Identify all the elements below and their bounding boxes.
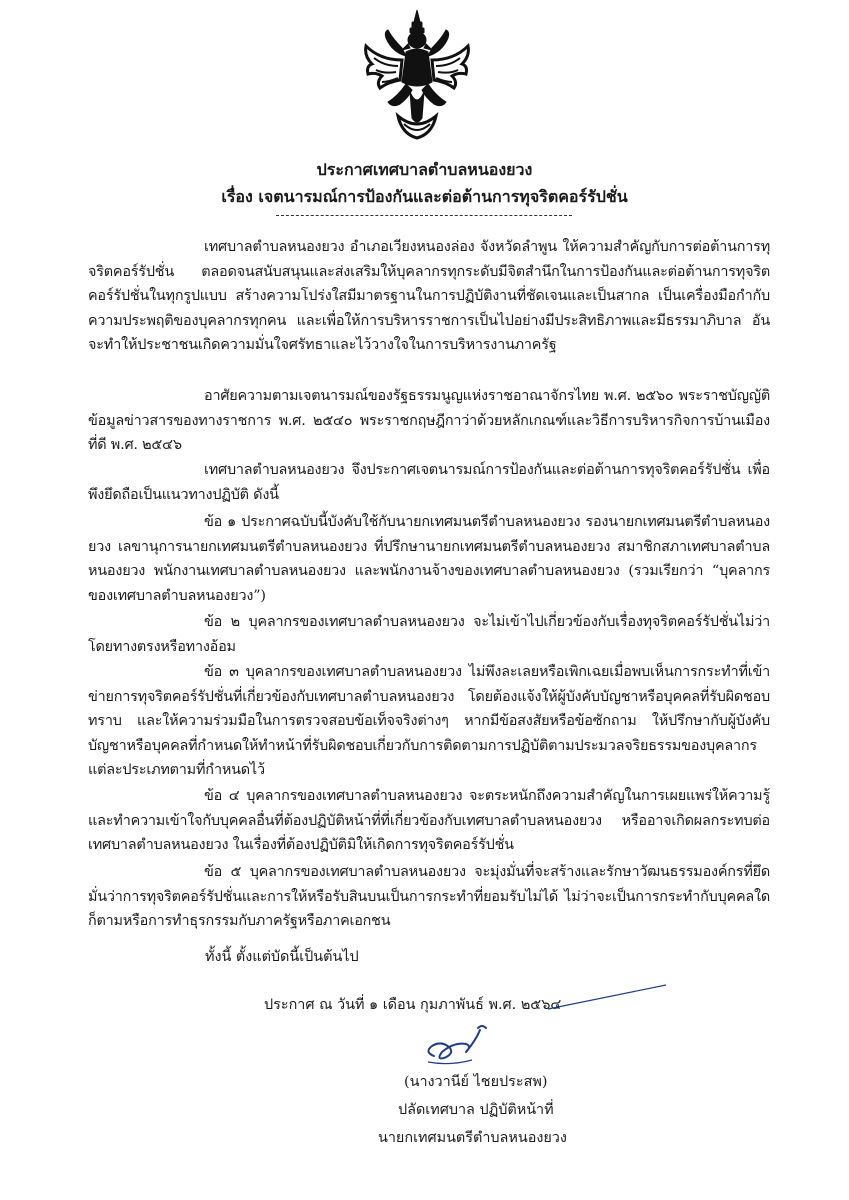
clause-4: ข้อ ๔ บุคลากรของเทศบาลตำบลหนองยวง จะตระหนักถึงความสำคัญในการเผยแพร่ให้ความรู้และทำความเข้าใจกับบุคคลอื่นที่ต้องปฏิบัติหน้าที่ที่เกี่ยวข้องกับเทศบาลตำบลหนองยวง หรืออาจเกิดผลกระทบต่อเทศบาลตำบลหนองยวง ในเรื่องที่ต้องปฏิบัติมิให้เกิดการทุจริตคอร์รัปชั่น bbox=[88, 788, 770, 854]
announcement-date: ประกาศ ณ วันที่ ๑ เดือน กุมภาพันธ์ พ.ศ. ๒๕๖๔ bbox=[264, 997, 562, 1013]
signer-position: ปลัดเทศบาล ปฏิบัติหน้าที่ bbox=[398, 1102, 554, 1118]
signature-icon bbox=[420, 1022, 510, 1070]
clause-3: ข้อ ๓ บุคลากรของเทศบาลตำบลหนองยวง ไม่พึงละเลยหรือเพิกเฉยเมื่อพบเห็นการกระทำที่เข้าข่ายการทุจริตคอร์รัปชั่นที่เกี่ยวข้องกับเทศบาลตำบลหนองยวง โดยต้องแจ้งให้ผู้บังคับบัญชาหรือบุคคลที่รับผิดชอบทราบ และให้ความร่วมมือในการตรวจสอบข้อเท็จจริงต่างๆ หากมีข้อสงสัยหรือข้อซักถาม ให้ปรึกษากับผู้บังคับบัญชาหรือบุคคลที่กำหนดให้ทำหน้าที่รับผิดชอบเกี่ยวกับการติดตามการปฏิบัติตามประมวลจริยธรรมของบุคลากรแต่ละประเภทตามที่กำหนดไว้ bbox=[88, 664, 770, 779]
document-title: ประกาศเทศบาลตำบลหนองยวง bbox=[316, 160, 533, 179]
closing-statement: ทั้งนี้ ตั้งแต่บัดนี้เป็นต้นไป bbox=[205, 949, 359, 965]
document-subject: เรื่อง เจตนารมณ์การป้องกันและต่อต้านการทุจริตคอร์รัปชั่น bbox=[221, 187, 628, 206]
paragraph-declaration: เทศบาลตำบลหนองยวง จึงประกาศเจตนารมณ์การป้องกันและต่อต้านการทุจริตคอร์รัปชั่น เพื่อพึงยึดถือเป็นแนวทางปฏิบัติ ดังนี้ bbox=[88, 462, 770, 503]
clause-2: ข้อ ๒ บุคลากรของเทศบาลตำบลหนองยวง จะไม่เข้าไปเกี่ยวข้องกับเรื่องทุจริตคอร์รัปชั่นไม่ว่าโดยทางตรงหรือทางอ้อม bbox=[88, 614, 770, 655]
clause-1: ข้อ ๑ ประกาศฉบับนี้บังคับใช้กับนายกเทศมนตรีตำบลหนองยวง รองนายกเทศมนตรีตำบลหนองยวง เลขานุการนายกเทศมนตรีตำบลหนองยวง ที่ปรึกษานายกเทศมนตรีตำบลหนองยวง สมาชิกสภาเทศบาลตำบลหนองยวง พนักงานเทศบาลตำบลหนองยวง และพนักงานจ้างของเทศบาลตำบลหนองยวง (รวมเรียกว่า “บุคลากรของเทศบาลตำบลหนองยวง”) bbox=[88, 514, 770, 604]
title-divider bbox=[276, 215, 572, 216]
garuda-emblem-icon bbox=[362, 8, 472, 146]
pen-stroke-icon bbox=[548, 983, 668, 1013]
signer-name: (นางวานีย์ ไชยประสพ) bbox=[404, 1074, 548, 1090]
paragraph-legal-basis: อาศัยความตามเจตนารมณ์ของรัฐธรรมนูญแห่งราชอาณาจักรไทย พ.ศ. ๒๕๖๐ พระราชบัญญัติข้อมูลข่าวสารของทางราชการ พ.ศ. ๒๕๔๐ พระราชกฤษฎีกาว่าด้วยหลักเกณฑ์และวิธีการบริหารกิจการบ้านเมืองที่ดี พ.ศ. ๒๕๔๖ bbox=[88, 388, 770, 454]
clause-5: ข้อ ๕ บุคลากรของเทศบาลตำบลหนองยวง จะมุ่งมั่นที่จะสร้างและรักษาวัฒนธรรมองค์กรที่ยึดมั่นว่าการทุจริตคอร์รัปชั่นและการให้หรือรับสินบนเป็นการกระทำที่ยอมรับไม่ได้ ไม่ว่าจะเป็นการกระทำกับบุคคลใดก็ตามหรือการทำธุรกรรมกับภาครัฐหรือภาคเอกชน bbox=[88, 864, 770, 930]
paragraph-intro: เทศบาลตำบลหนองยวง อำเภอเวียงหนองล่อง จังหวัดลำพูน ให้ความสำคัญกับการต่อต้านการทุจริตคอร์รัปชั่น ตลอดจนสนับสนุนและส่งเสริมให้บุคลากรทุกระดับมีจิตสำนึกในการป้องกันและต่อต้านการทุจริตคอร์รัปชั่นในทุกรูปแบบ สร้างความโปร่งใสมีมาตรฐานในการปฏิบัติงานที่ชัดเจนและเป็นสากล เป็นเครื่องมือกำกับความประพฤติของบุคลากรทุกคน และเพื่อให้การบริหารราชการเป็นไปอย่างมีประสิทธิภาพและมีธรรมาภิบาล อันจะทำให้ประชาชนเกิดความมั่นใจศรัทธาและไว้วางใจในการบริหารงานภาครัฐ bbox=[88, 239, 770, 354]
signer-acting-position: นายกเทศมนตรีตำบลหนองยวง bbox=[378, 1130, 567, 1146]
